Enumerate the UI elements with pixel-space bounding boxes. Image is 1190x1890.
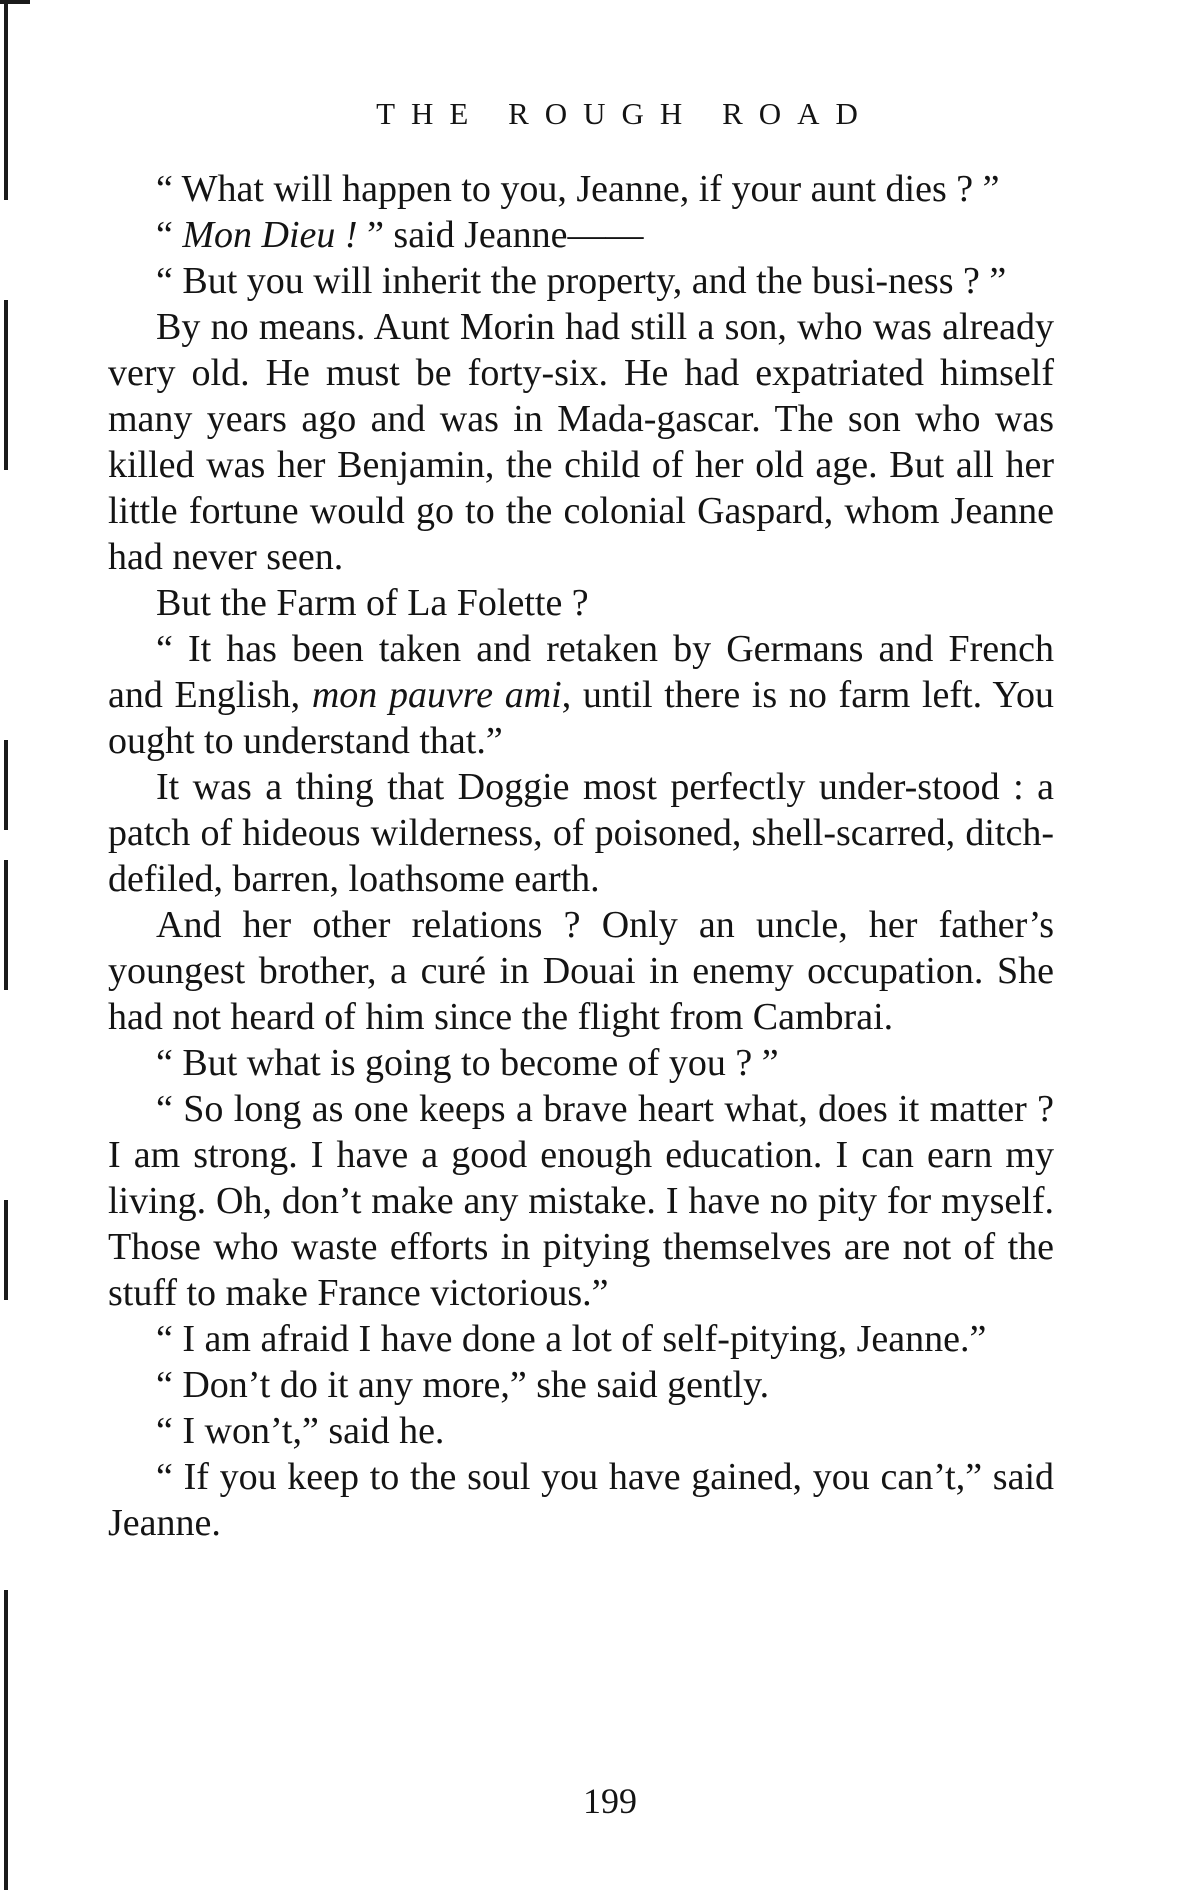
binding-line xyxy=(4,860,8,990)
binding-line xyxy=(4,740,8,830)
paragraph: “ What will happen to you, Jeanne, if your aunt dies ? ” xyxy=(156,168,1000,210)
italic-text: Mon Dieu ! xyxy=(182,214,358,256)
text-run: , until there is no farm left. You ought to understand that.” xyxy=(108,674,1054,762)
page-number: 199 xyxy=(583,1781,637,1821)
paragraph xyxy=(108,212,1054,258)
paragraph: “ Don’t do it any more,” she said gently. xyxy=(156,1364,770,1406)
text-run: “ xyxy=(156,214,183,256)
paragraph: “ I won’t,” said he. xyxy=(156,1410,445,1452)
text-run: ” said Jeanne—— xyxy=(357,214,644,256)
binding-line xyxy=(4,1590,8,1890)
running-head: THE ROUGH ROAD xyxy=(376,96,874,131)
italic-text: mon pauvre ami xyxy=(311,674,562,716)
binding-line xyxy=(4,300,8,470)
paragraph: “ But what is going to become of you ? ” xyxy=(156,1042,779,1084)
paragraph: “ So long as one keeps a brave heart what, does it matter ? I am strong. I have a good enough education. I can earn my living. Oh, don’t make any mistake. I have no pity for myself. Those who waste efforts in pitying themselves are not of the stuff to make France victorious.” xyxy=(108,1088,1054,1314)
paragraph: “ But you will inherit the property, and the busi-ness ? ” xyxy=(156,260,1007,302)
binding-line xyxy=(4,1200,8,1300)
paragraph: “ If you keep to the soul you have gained, you can’t,” said Jeanne. xyxy=(108,1456,1054,1544)
paragraph: “ I am afraid I have done a lot of self-pitying, Jeanne.” xyxy=(156,1318,987,1360)
paragraph: And her other relations ? Only an uncle, her father’s youngest brother, a curé in Douai in enemy occupation. She had not heard of him since the flight from Cambrai. xyxy=(108,904,1054,1038)
paragraph: But the Farm of La Folette ? xyxy=(156,582,589,624)
paragraph xyxy=(108,626,1054,764)
binding-edge xyxy=(0,0,16,1890)
text-run: “ It has been taken and retaken by Germans and French and English, xyxy=(108,628,1054,716)
paragraph: By no means. Aunt Morin had still a son, who was already very old. He must be forty-six. He had expatriated himself many years ago and was in Mada-gascar. The son who was killed was her Benjamin, the child of her old age. But all her little fortune would go to the colonial Gaspard, whom Jeanne had never seen. xyxy=(108,306,1054,578)
paragraph: It was a thing that Doggie most perfectly under-stood : a patch of hideous wilderness, of poisoned, shell-scarred, ditch-defiled, barren, loathsome earth. xyxy=(108,766,1054,900)
body-text xyxy=(108,166,1054,1546)
